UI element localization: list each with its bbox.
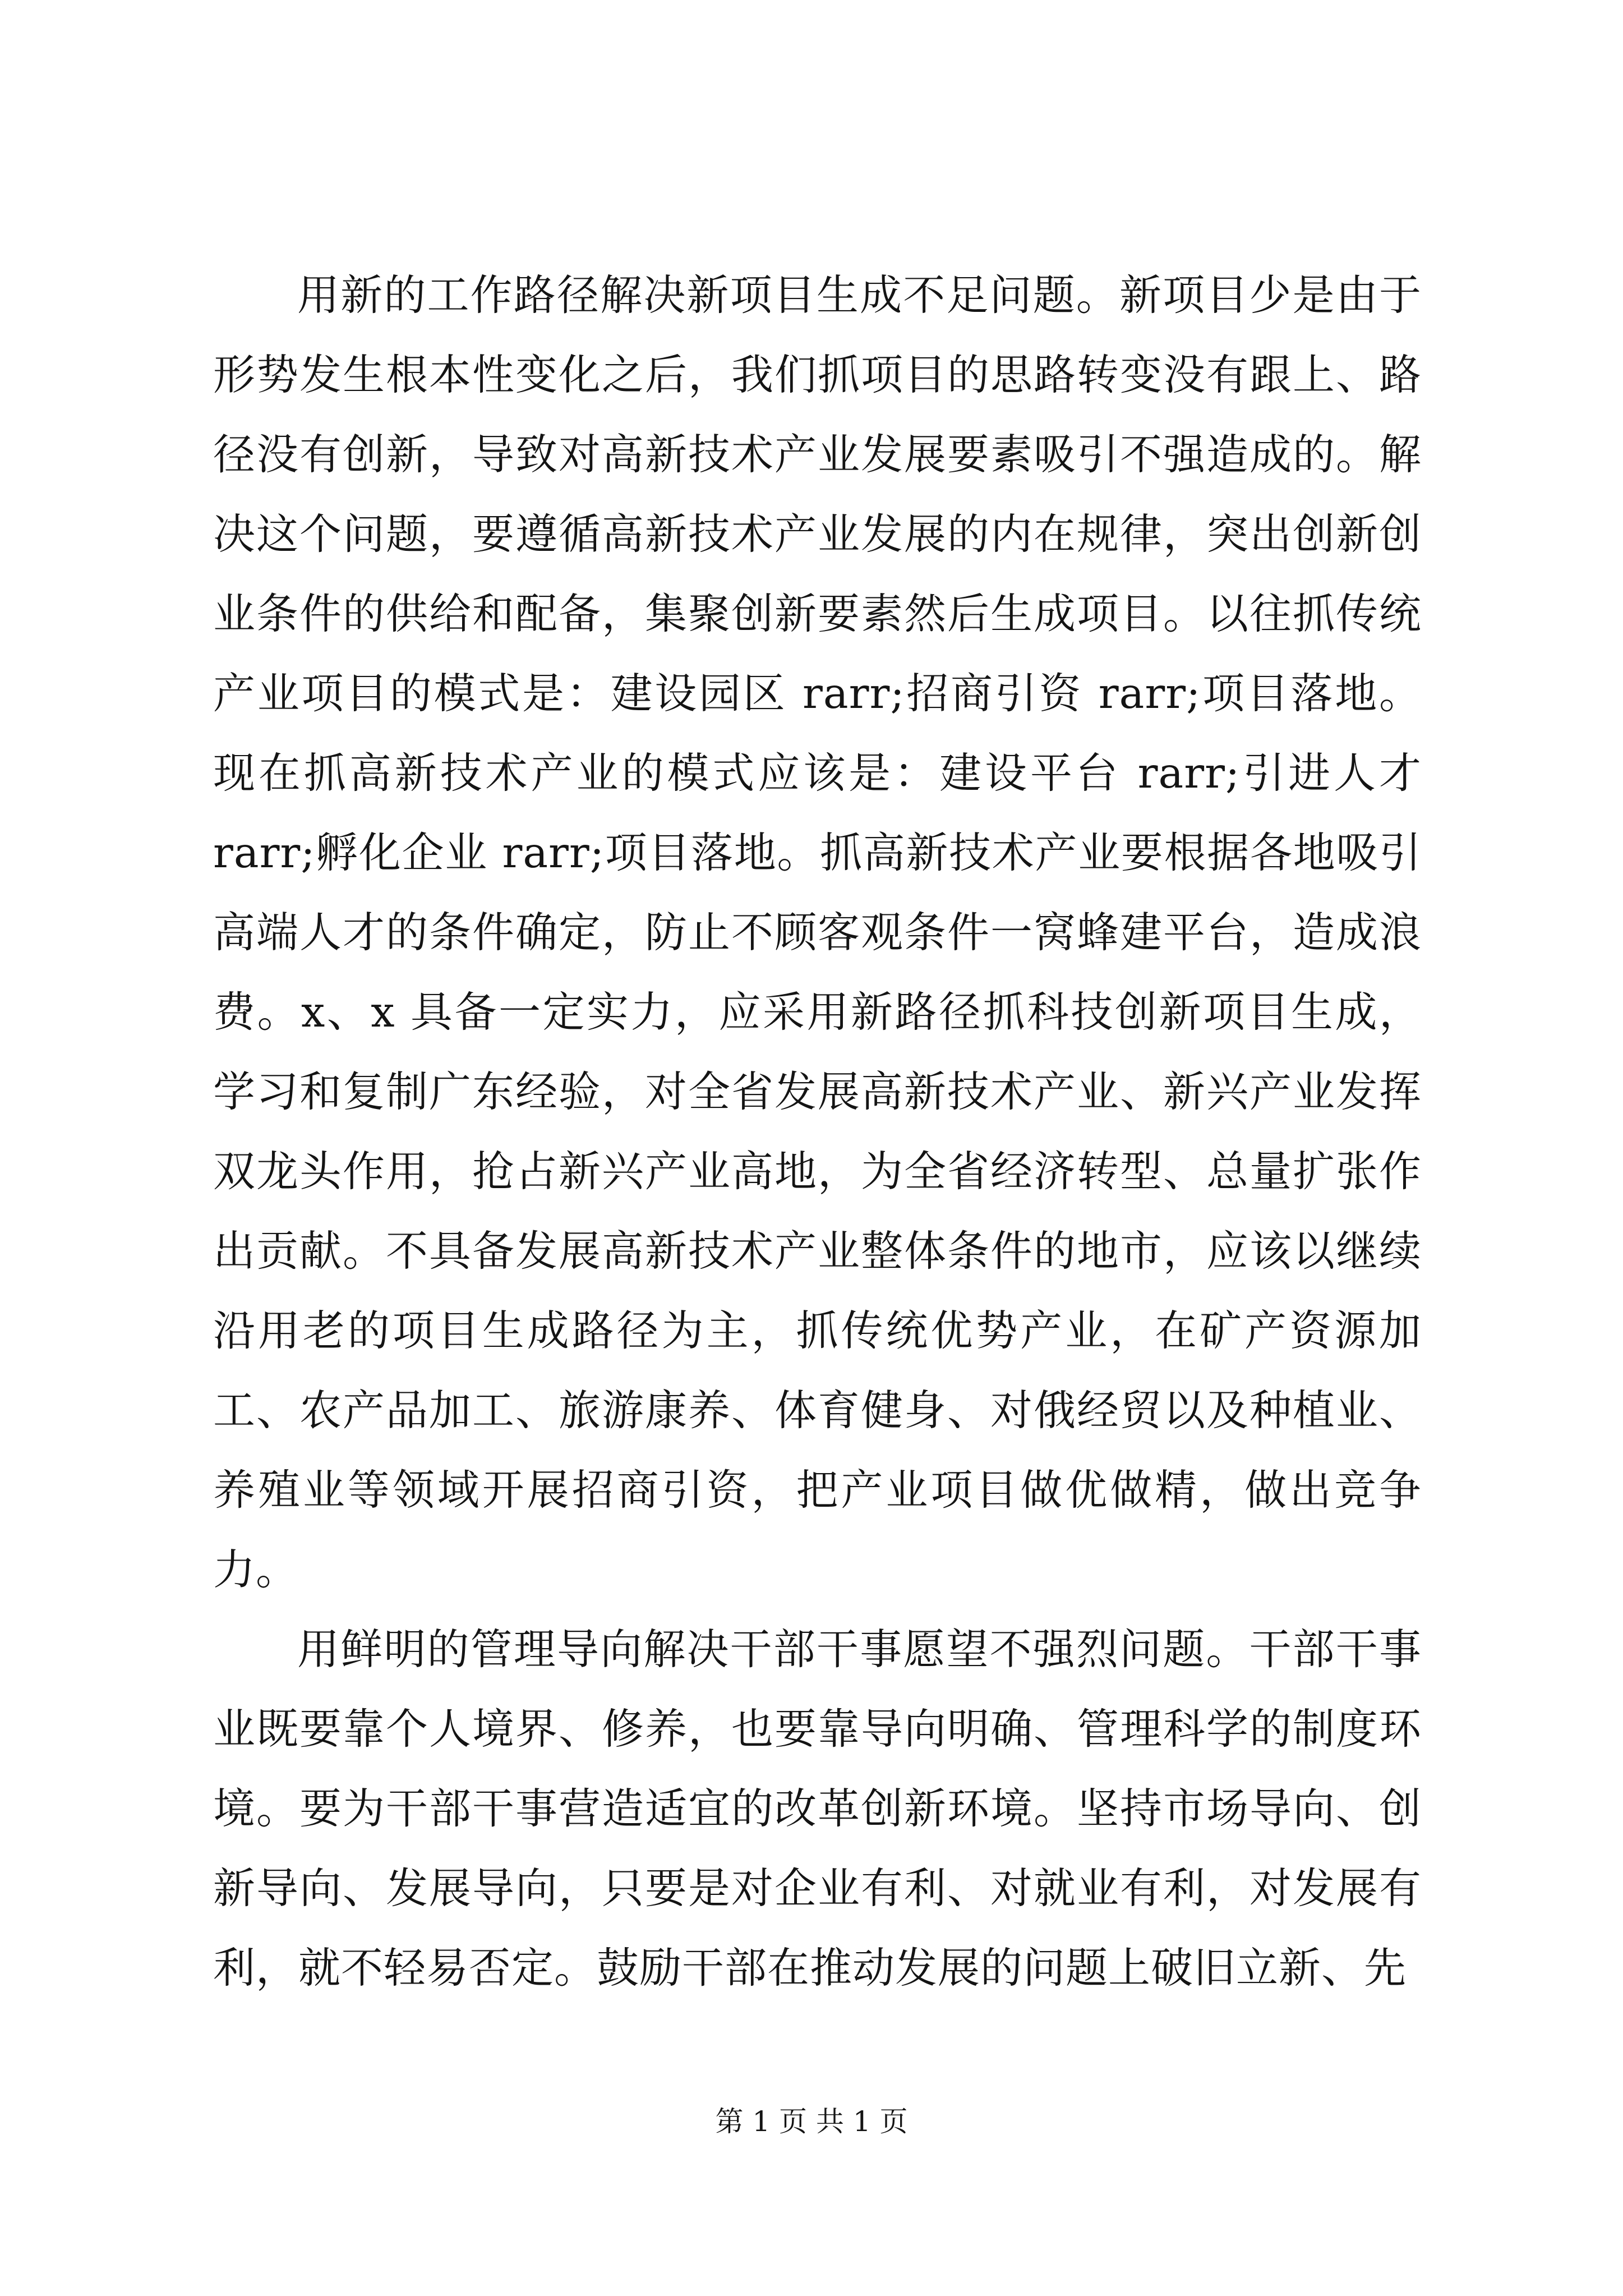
paragraph-1: 用新的工作路径解决新项目生成不足问题。新项目少是由于形势发生根本性变化之后，我们抓项目的思路转变没有跟上、路径没有创新，导致对高新技术产业发展要素吸引不强造成的。解决这个问题，要遵循高新技术产业发展的内在规律，突出创新创业条件的供给和配备，集聚创新要素然后生成项目。以往抓传统产业项目的模式是：建设园区 rarr;招商引资 rarr;项目落地。现在抓高新技术产业的模式应该是：建设平台 rarr;引进人才 rarr;孵化企业 rarr;项目落地。抓高新技术产业要根据各地吸引高端人才的条件确定，防止不顾客观条件一窝蜂建平台，造成浪费。x、x 具备一定实力，应采用新路径抓科技创新项目生成，学习和复制广东经验，对全省发展高新技术产业、新兴产业发挥双龙头作用，抢占新兴产业高地，为全省经济转型、总量扩张作出贡献。不具备发展高新技术产业整体条件的地市，应该以继续沿用老的项目生成路径为主，抓传统优势产业，在矿产资源加工、农产品加工、旅游康养、体育健身、对俄经贸以及种植业、养殖业等领域开展招商引资，把产业项目做优做精，做出竞争力。 xyxy=(213,270,1422,1594)
page-footer: 第 1 页 共 1 页 xyxy=(715,2105,908,2138)
paragraph-2: 用鲜明的管理导向解决干部干事愿望不强烈问题。干部干事业既要靠个人境界、修养，也要靠导向明确、管理科学的制度环境。要为干部干事营造适宜的改革创新环境。坚持市场导向、创新导向、发展导向，只要是对企业有利、对就业有利，对发展有利，就不轻易否定。鼓励干部在推动发展的问题上破旧立新、先 xyxy=(213,1625,1422,1993)
document-body xyxy=(213,255,1422,2008)
